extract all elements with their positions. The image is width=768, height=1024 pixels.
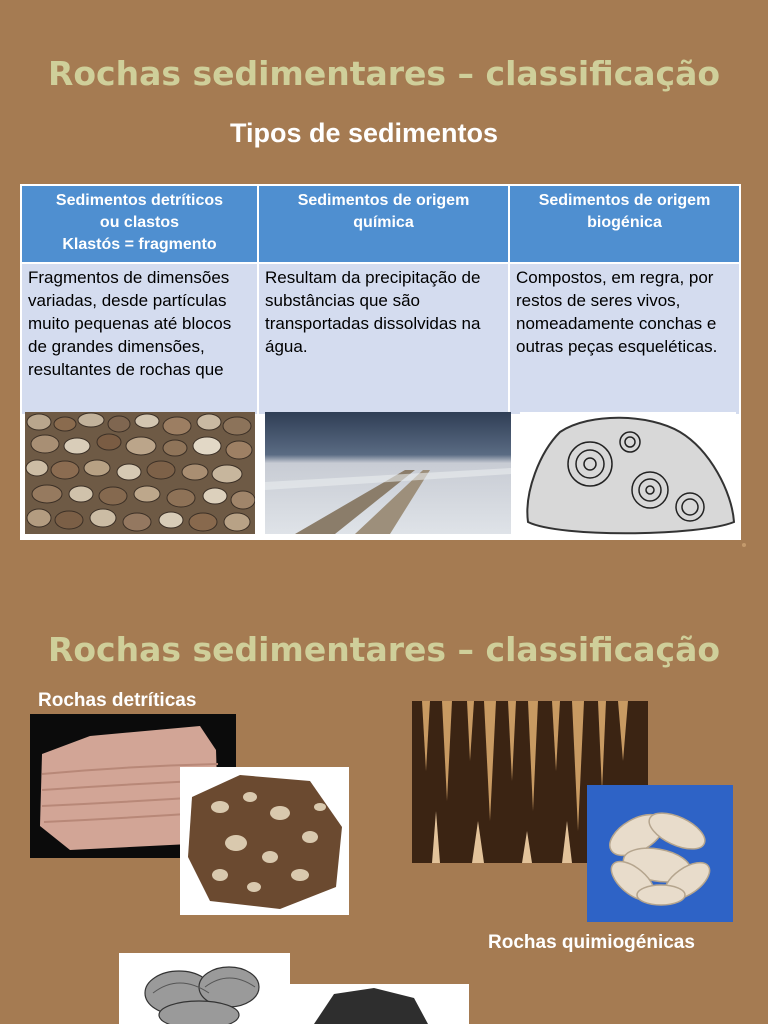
slide2-title: Rochas sedimentares – classificação xyxy=(47,630,721,669)
slide1-title: Rochas sedimentares – classificação xyxy=(47,54,721,93)
salt-flats-photo xyxy=(265,412,511,534)
header-chemical: Sedimentos de origem química xyxy=(259,186,510,262)
label-chemical-rocks: Rochas quimiogénicas xyxy=(488,932,695,953)
header-detritic: Sedimentos detríticos ou clastos Klastós = fragmento xyxy=(22,186,259,262)
table-header-row xyxy=(22,186,739,262)
cell-detritic: Fragmentos de dimensões variadas, desde partículas muito pequenas até blocos de grandes dimensões, resultantes de rochas que xyxy=(22,264,259,414)
label-detritic-rocks: Rochas detríticas xyxy=(38,690,197,711)
conglomerate-photo xyxy=(180,767,349,915)
table-body-row xyxy=(22,264,739,414)
desert-rose-photo xyxy=(587,785,733,922)
sediment-types-table xyxy=(20,184,741,540)
dark-rock-photo xyxy=(264,984,469,1024)
cell-chemical: Resultam da precipitação de substâncias que são transportadas dissolvidas na água. xyxy=(259,264,510,414)
pebbles-photo xyxy=(25,412,255,534)
slide1-subtitle: Tipos de sedimentos xyxy=(229,118,499,148)
page-dot xyxy=(742,543,746,547)
header-biogenic: Sedimentos de origem biogénica xyxy=(510,186,739,262)
fossil-drawing xyxy=(520,412,736,538)
cell-biogenic: Compostos, em regra, por restos de seres vivos, nomeadamente conchas e outras peças esqueléticas. xyxy=(510,264,739,414)
